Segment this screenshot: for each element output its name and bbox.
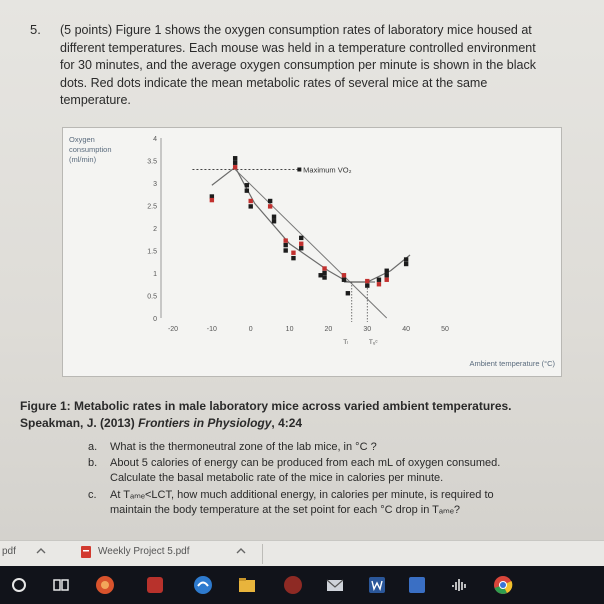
windows-taskbar: [0, 566, 604, 604]
question-line: different temperatures. Each mouse was held in a temperature controlled environment: [60, 40, 536, 55]
sub-question-line: At Tₐₘₑ<LCT, how much additional energy, in calories per minute, is required to: [110, 489, 494, 501]
y-tick-label: 4: [153, 136, 157, 143]
data-point: [249, 199, 253, 203]
task-view-icon[interactable]: [48, 572, 74, 598]
sub-question-text: [110, 456, 588, 486]
taskbar-app-dark-red-icon[interactable]: [280, 572, 306, 598]
data-point: [299, 246, 303, 250]
data-point: [283, 243, 287, 247]
y-tick-label: 0: [153, 316, 157, 323]
downloads-divider: [262, 544, 263, 564]
data-point: [291, 256, 295, 260]
question-number: 5.: [30, 22, 41, 37]
sub-question-line: About 5 calories of energy can be produced from each mL of oxygen consumed.: [110, 457, 501, 469]
caption-journal: Frontiers in Physiology: [138, 416, 272, 430]
data-point: [342, 273, 346, 277]
decline-line: [235, 170, 387, 319]
search-circle-icon[interactable]: [6, 572, 32, 598]
sub-question-letter: c.: [88, 489, 97, 501]
data-point: [283, 248, 287, 252]
max-vo2-marker: [297, 168, 301, 172]
y-axis-label: consumption: [69, 145, 112, 154]
data-point: [404, 257, 408, 261]
tlc-label: Tₗ: [343, 339, 349, 346]
data-point: [377, 278, 381, 282]
word-app-icon[interactable]: [364, 572, 390, 598]
y-axis-label: (ml/min): [69, 155, 97, 164]
data-point: [322, 275, 326, 279]
max-vo2-annotation: Maximum VO₂: [303, 165, 352, 175]
question-line: dots. Red dots indicate the mean metabolic rates of several mice at the same: [60, 75, 488, 90]
data-point: [268, 199, 272, 203]
data-point: [322, 266, 326, 270]
data-point: [249, 204, 253, 208]
x-tick-label: -20: [167, 326, 179, 333]
taskbar-app-red-icon[interactable]: [142, 572, 168, 598]
data-point: [342, 278, 346, 282]
chevron-up-icon[interactable]: [36, 547, 46, 558]
data-point: [299, 236, 303, 240]
downloads-bar: [0, 540, 604, 567]
question-line: (5 points) Figure 1 shows the oxygen consumption rates of laboratory mice housed at: [60, 23, 532, 37]
data-point: [272, 215, 276, 219]
data-point: [245, 188, 249, 192]
data-point: [233, 161, 237, 165]
edge-browser-icon[interactable]: [190, 572, 216, 598]
data-point: [365, 279, 369, 283]
y-tick-label: 2.5: [147, 203, 157, 211]
sub-question-text: What is the thermoneutral zone of the lab mice, in °C ?: [110, 441, 377, 453]
data-point: [272, 219, 276, 223]
x-tick-label: 0: [248, 326, 253, 333]
x-tick-label: 50: [441, 326, 449, 333]
file-explorer-icon[interactable]: [234, 572, 260, 598]
question-line: for 30 minutes, and the average oxygen consumption per minute is shown in the black: [60, 58, 536, 73]
x-tick-label: 30: [363, 326, 372, 333]
data-point: [268, 204, 272, 208]
audio-app-icon[interactable]: [446, 572, 472, 598]
y-tick-label: 3: [153, 181, 157, 188]
sub-question-letter: b.: [88, 457, 98, 469]
chrome-browser-icon[interactable]: [490, 572, 516, 598]
figure-1-chart: [62, 127, 562, 377]
data-point: [365, 283, 369, 287]
data-point: [322, 271, 326, 275]
sub-question-text: [110, 488, 588, 518]
question-text: [60, 22, 590, 110]
data-point: [385, 273, 389, 277]
taskbar-app-orange-icon[interactable]: [92, 572, 118, 598]
y-tick-label: 1: [153, 271, 157, 278]
oxygen-consumption-chart: [63, 128, 561, 376]
sub-question-line: Calculate the basal metabolic rate of the mice in calories per minute.: [110, 472, 444, 484]
caption-source-volume: , 4:24: [271, 416, 303, 430]
x-tick-label: 10: [285, 326, 294, 333]
y-tick-label: 2: [153, 226, 157, 233]
caption-source: [20, 415, 590, 432]
sub-question-letter: a.: [88, 441, 98, 453]
x-tick-label: -10: [206, 326, 217, 333]
data-point: [385, 278, 389, 282]
sub-question-line: maintain the body temperature at the set point for each °C drop in Tₐₘₑ?: [110, 504, 461, 516]
data-point: [385, 269, 389, 273]
chevron-up-icon[interactable]: [236, 547, 246, 558]
data-point: [283, 238, 287, 242]
figure-caption: [20, 398, 590, 432]
data-point: [377, 282, 381, 286]
data-point: [346, 291, 350, 295]
caption-title: Figure 1: Metabolic rates in male laboratory mice across varied ambient temperatures.: [20, 399, 512, 413]
x-tick-label: 20: [324, 326, 333, 333]
data-point: [299, 242, 303, 246]
download-item-pdf[interactable]: pdf: [2, 546, 16, 557]
caption-source-author: Speakman, J. (2013): [20, 416, 139, 430]
x-axis-label: Ambient temperature (°C): [469, 359, 555, 368]
data-point: [318, 273, 322, 277]
pdf-file-icon: [80, 545, 92, 562]
y-tick-label: 1.5: [147, 248, 157, 256]
y-tick-label: 0.5: [147, 293, 157, 301]
mail-icon[interactable]: [322, 572, 348, 598]
data-point: [233, 165, 237, 169]
x-tick-label: 40: [402, 326, 411, 333]
y-axis-label: Oxygen: [69, 135, 95, 144]
data-point: [245, 183, 249, 187]
data-point: [233, 156, 237, 160]
fit-line: [212, 167, 410, 282]
y-tick-label: 3.5: [147, 158, 157, 166]
data-point: [404, 262, 408, 266]
taskbar-app-blue-icon[interactable]: [404, 572, 430, 598]
data-point: [291, 251, 295, 255]
download-file-name[interactable]: Weekly Project 5.pdf: [98, 546, 190, 557]
tuc-label: Tᵤᶜ: [368, 339, 378, 346]
data-point: [210, 198, 214, 202]
question-line: temperature.: [60, 93, 131, 108]
